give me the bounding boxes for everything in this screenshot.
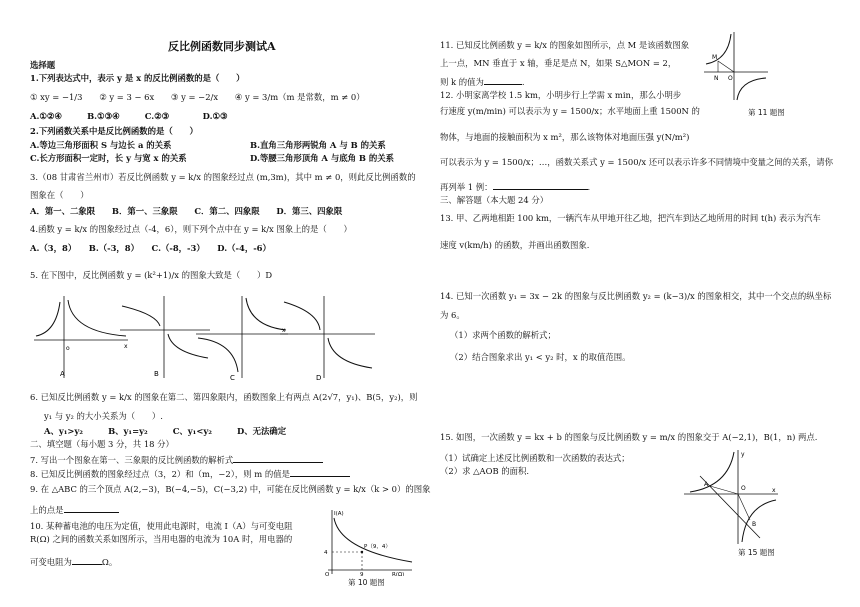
q4-stem: 4.函数 y = k/x 的图象经过点（-4，6），则下列个点中在 y = k/x 图象上的是（ ）	[30, 224, 352, 234]
q15-label-y: y	[741, 451, 745, 458]
q10-origin: O	[325, 572, 330, 576]
q9-answer-blank[interactable]	[64, 503, 119, 513]
q15-caption: 第 15 题图	[738, 548, 775, 557]
q11-label-n: N	[714, 75, 719, 82]
q2-option-b: B.直角三角形两锐角 A 与 B 的关系	[250, 140, 386, 150]
q15-sub1: （1）试确定上述反比例函数和一次函数的表达式；	[440, 453, 630, 463]
q10-y-axis-label: I(A)	[334, 511, 344, 517]
q1-stem: 1.下列表达式中，表示 y 是 x 的反比例函数的是（ ）	[30, 73, 245, 83]
q9-stem: 9. 在 △ABC 的三个顶点 A(2,−3)，B(−4,−5)，C(−3,2) 中，可能在反比例函数 y = k/x（k > 0）的图象	[30, 484, 431, 494]
q15-sub2: （2）求 △AOB 的面积.	[440, 466, 530, 476]
q5-stem: 5. 在下图中，反比例函数 y = (k²+1)/x 的图象大致是（ ）D	[30, 270, 273, 280]
q1-choices: A.①②④ B.①③④ C.②③ D.①③	[30, 111, 228, 121]
q10-stem: 10. 某种蓄电池的电压为定值，使用此电源时，电流 I（A）与可变电阻	[30, 521, 293, 531]
q12-answer-blank[interactable]	[493, 180, 588, 190]
q2-option-a: A.等边三角形面积 S 与边长 a 的关系	[30, 140, 172, 150]
q12-stem: 12. 小明家离学校 1.5 km，小明步行上学需 x min，那么小明步	[440, 90, 682, 100]
q6-stem: 6. 已知反比例函数 y = k/x 的图象在第二、第四象限内，函数图象上有两点 A(2√7，y₁)、B(5，y₂)，则	[30, 392, 418, 402]
q5-graph-c-label: C	[230, 374, 235, 382]
q10-tick-y: 4	[324, 550, 328, 556]
q3-stem: 3.（08 甘肃省兰州市）若反比例函数 y = k/x 的图象经过点 (m,3m)，其中 m ≠ 0，则此反比例函数的	[30, 172, 416, 182]
q4-choices: A.（3，8） B.（-3，8） C.（-8，-3） D.（-4，-6）	[30, 243, 271, 253]
q11-stem-2: 上一点，MN 垂直于 x 轴，垂足是点 N，如果 S△MON = 2，	[440, 58, 677, 68]
q2-option-c: C.长方形面积一定时，长 y 与宽 x 的关系	[30, 153, 187, 163]
q10-caption: 第 10 题图	[348, 578, 385, 587]
q5-graph-b-label: B	[154, 370, 159, 378]
page-title: 反比例函数同步测试A	[168, 40, 276, 53]
q3-stem-2: 图象在（ ）	[30, 190, 89, 200]
q5-graph-a-label: A	[60, 370, 65, 378]
q11-label-o: O	[728, 75, 733, 82]
q10-x-axis-label: R(Ω)	[392, 572, 405, 576]
q14-stem-2: 为 6。	[440, 310, 465, 320]
q12-stem-3: 物体，与地面的接触面积为 x m²，那么该物体对地面压强 y(N/m²)	[440, 132, 690, 142]
q6-choices: A、y₁>y₂ B、y₁=y₂ C、y₁<y₂ D、无法确定	[44, 426, 287, 436]
section-solve-heading: 三、解答题（本大题 24 分）	[440, 195, 549, 205]
q7-answer-blank[interactable]	[233, 453, 323, 463]
q5-graph-b	[120, 296, 210, 378]
q11-label-m: M	[712, 54, 718, 61]
q15-stem: 15. 如图，一次函数 y = kx + b 的图象与反比例函数 y = m/x 的图象交于 A(−2,1)，B(1，n) 两点.	[440, 432, 818, 442]
q14-sub1: （1）求两个函数的解析式；	[450, 330, 556, 340]
q15-label-o: O	[741, 485, 746, 492]
section-fill-heading: 二、填空题（每小题 3 分，共 18 分）	[30, 439, 174, 449]
q15-graph	[680, 446, 780, 546]
q11-answer-blank[interactable]	[484, 75, 522, 85]
q8-answer-blank[interactable]	[290, 467, 350, 477]
q10-graph	[318, 506, 416, 576]
q12-stem-2: 行速度 y(m/min) 可以表示为 y = 1500/x；水平地面上重 1500N 的	[440, 106, 700, 116]
q5-graph-d-label: D	[316, 374, 322, 382]
svg-text:x: x	[124, 343, 128, 350]
q15-label-x: x	[772, 487, 776, 494]
q1-options: ① xy = −1/3 ② y = 3 − 6x ③ y = −2/x ④ y = 3/m（m 是常数，m ≠ 0）	[30, 92, 365, 102]
q10-tick-x: 9	[360, 572, 364, 576]
svg-text:x: x	[282, 327, 286, 334]
q13-stem: 13. 甲、乙两地相距 100 km，一辆汽车从甲地开往乙地，把汽车到达乙地所用的时间 t(h) 表示为汽车	[440, 213, 821, 223]
q5-graph-d	[280, 296, 375, 382]
q11-stem: 11. 已知反比例函数 y = k/x 的图象如图所示，点 M 是该函数图象	[440, 40, 690, 50]
q11-caption: 第 11 题图	[748, 108, 785, 117]
q10-point-label: P（9，4）	[364, 544, 391, 550]
q10-answer-blank[interactable]	[72, 555, 102, 565]
q14-sub2: （2）结合图象求出 y₁ < y₂ 时，x 的取值范围。	[450, 352, 631, 362]
q8-stem: 8. 已知反比例函数的图象经过点（3，2）和（m，−2），则 m 的值是	[30, 467, 350, 480]
q5-graph-a	[34, 296, 128, 378]
q12-stem-5: 再列举 1 例： .	[440, 182, 591, 192]
q5-graphs	[30, 292, 425, 384]
q14-stem: 14. 已知一次函数 y₁ = 3x − 2k 的图象与反比例函数 y₂ = (k−3)/x 的图象相交，其中一个交点的纵坐标	[440, 291, 832, 301]
q5-graph-c	[196, 296, 288, 382]
q6-stem-2: y₁ 与 y₂ 的大小关系为（ ）.	[44, 411, 163, 421]
q2-stem: 2.下列函数关系中是反比例函数的是（ ）	[30, 126, 198, 136]
section-choice-heading: 选择题	[30, 60, 56, 70]
q9-stem-2: 上的点是	[30, 503, 119, 516]
q11-graph	[700, 30, 770, 102]
q2-option-d: D.等腰三角形顶角 A 与底角 B 的关系	[250, 153, 394, 163]
q10-stem-2: R(Ω) 之间的函数关系如图所示，当用电器的电流为 10A 时，用电器的	[30, 534, 293, 544]
q15-label-a: A	[704, 481, 709, 488]
q10-stem-3: 可变电阻为 Ω。	[30, 557, 118, 567]
q7-stem: 7. 写出一个图象在第一、三象限的反比例函数的解析式	[30, 453, 323, 466]
q11-stem-3: 则 k 的值为 .	[440, 77, 525, 87]
q3-choices: A．第一、二象限 B．第一、三象限 C．第二、四象限 D．第三、四象限	[30, 206, 343, 216]
q12-stem-4: 可以表示为 y = 1500/x；…，函数关系式 y = 1500/x 还可以表示许多不同情境中变量之间的关系，请你	[440, 157, 833, 167]
q13-stem-2: 速度 v(km/h) 的函数，并画出函数图象.	[440, 240, 590, 250]
svg-text:o: o	[66, 345, 70, 352]
q15-label-b: B	[752, 521, 757, 528]
